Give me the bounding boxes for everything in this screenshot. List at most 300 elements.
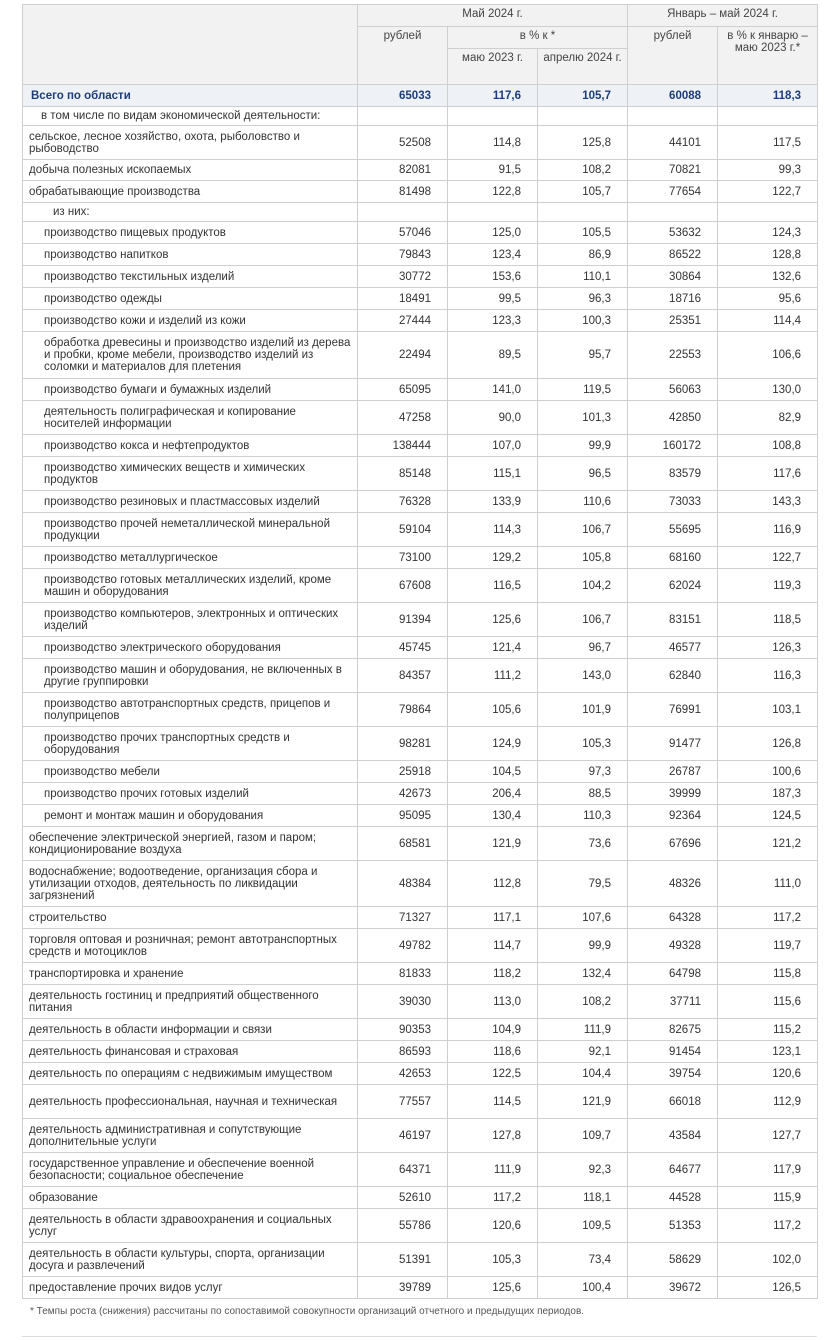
cell-v5: 108,8	[718, 435, 818, 457]
cell-v4: 64328	[628, 907, 718, 929]
row-label: транспортировка и хранение	[23, 963, 358, 985]
row-label: обрабатывающие производства	[23, 181, 358, 203]
cell-v5: 126,8	[718, 727, 818, 761]
row-label: строительство	[23, 907, 358, 929]
cell-v1: 81498	[358, 181, 448, 203]
row-label: государственное управление и обеспечение военной безопасности; социальное обеспечение	[23, 1153, 358, 1187]
cell-v5: 121,2	[718, 827, 818, 861]
cell-v1: 46197	[358, 1119, 448, 1153]
cell-v5: 115,2	[718, 1019, 818, 1041]
table-row	[23, 1243, 818, 1277]
row-label: сельское, лесное хозяйство, охота, рыболовство и рыбоводство	[23, 126, 358, 160]
header-apr-2024: апрелю 2024 г.	[538, 49, 628, 85]
cell-v4: 55695	[628, 513, 718, 547]
cell-v2: 117,2	[448, 1187, 538, 1209]
cell-v1: 52610	[358, 1187, 448, 1209]
cell-v3: 96,5	[538, 457, 628, 491]
cell-v1: 84357	[358, 659, 448, 693]
header-rubles: рублей	[358, 27, 448, 85]
cell-v1: 30772	[358, 266, 448, 288]
cell-v4: 49328	[628, 929, 718, 963]
table-row	[23, 1041, 818, 1063]
header-percent: в % к *	[448, 27, 628, 49]
table-row	[23, 332, 818, 379]
cell-v5: 117,2	[718, 1209, 818, 1243]
header-may-2023: маю 2023 г.	[448, 49, 538, 85]
cell-v2: 104,5	[448, 761, 538, 783]
cell-v2: 111,9	[448, 1153, 538, 1187]
cell-v2: 127,8	[448, 1119, 538, 1153]
cell-v4: 83151	[628, 603, 718, 637]
table-row	[23, 513, 818, 547]
cell-v1: 65095	[358, 379, 448, 401]
cell-v3: 105,7	[538, 85, 628, 107]
cell-v4: 66018	[628, 1085, 718, 1119]
cell-v2: 206,4	[448, 783, 538, 805]
cell-v3: 121,9	[538, 1085, 628, 1119]
cell-v1: 90353	[358, 1019, 448, 1041]
table-row	[23, 1277, 818, 1299]
row-label: деятельность по операциям с недвижимым имуществом	[23, 1063, 358, 1085]
cell-v4: 76991	[628, 693, 718, 727]
row-label: производство кокса и нефтепродуктов	[23, 435, 358, 457]
row-label: производство резиновых и пластмассовых изделий	[23, 491, 358, 513]
cell-v4: 64677	[628, 1153, 718, 1187]
cell-v1: 45745	[358, 637, 448, 659]
cell-v5	[718, 203, 818, 222]
cell-v5: 124,5	[718, 805, 818, 827]
cell-v4: 26787	[628, 761, 718, 783]
table-row	[23, 1209, 818, 1243]
table-row	[23, 491, 818, 513]
cell-v5: 118,3	[718, 85, 818, 107]
cell-v3: 73,4	[538, 1243, 628, 1277]
cell-v5: 143,3	[718, 491, 818, 513]
cell-v3: 108,2	[538, 160, 628, 181]
header-may-2024: Май 2024 г.	[358, 5, 628, 27]
cell-v5: 122,7	[718, 181, 818, 203]
cell-v3: 107,6	[538, 907, 628, 929]
cell-v3: 119,5	[538, 379, 628, 401]
cell-v4: 39754	[628, 1063, 718, 1085]
cell-v4: 48326	[628, 861, 718, 907]
cell-v3: 106,7	[538, 603, 628, 637]
row-label: производство машин и оборудования, не включенных в другие группировки	[23, 659, 358, 693]
table-row	[23, 547, 818, 569]
cell-v3: 100,3	[538, 310, 628, 332]
cell-v5: 123,1	[718, 1041, 818, 1063]
cell-v2: 130,4	[448, 805, 538, 827]
table-row	[23, 761, 818, 783]
cell-v4: 62840	[628, 659, 718, 693]
cell-v2: 123,3	[448, 310, 538, 332]
cell-v2: 120,6	[448, 1209, 538, 1243]
cell-v2: 121,9	[448, 827, 538, 861]
row-label: производство одежды	[23, 288, 358, 310]
header-jan-may-2024: Январь – май 2024 г.	[628, 5, 818, 27]
row-label: производство текстильных изделий	[23, 266, 358, 288]
wages-table-part2	[22, 636, 818, 1299]
cell-v1: 18491	[358, 288, 448, 310]
cell-v5: 100,6	[718, 761, 818, 783]
cell-v4: 62024	[628, 569, 718, 603]
header-corner	[23, 5, 358, 85]
row-label: обработка древесины и производство изделий из дерева и пробки, кроме мебели, производство изделий из соломки и материалов для плетения	[23, 332, 358, 379]
cell-v1: 65033	[358, 85, 448, 107]
row-label: производство электрического оборудования	[23, 637, 358, 659]
cell-v4: 82675	[628, 1019, 718, 1041]
cell-v3: 132,4	[538, 963, 628, 985]
table-row	[23, 907, 818, 929]
table-row	[23, 126, 818, 160]
cell-v5: 126,3	[718, 637, 818, 659]
cell-v5: 99,3	[718, 160, 818, 181]
row-label: деятельность полиграфическая и копирование носителей информации	[23, 401, 358, 435]
cell-v2: 133,9	[448, 491, 538, 513]
cell-v3: 125,8	[538, 126, 628, 160]
cell-v3: 92,1	[538, 1041, 628, 1063]
cell-v2	[448, 107, 538, 126]
cell-v2: 118,2	[448, 963, 538, 985]
cell-v2	[448, 203, 538, 222]
cell-v2: 129,2	[448, 547, 538, 569]
cell-v5: 130,0	[718, 379, 818, 401]
table-row	[23, 435, 818, 457]
cell-v2: 111,2	[448, 659, 538, 693]
cell-v1: 55786	[358, 1209, 448, 1243]
cell-v4: 56063	[628, 379, 718, 401]
row-label: деятельность гостиниц и предприятий общественного питания	[23, 985, 358, 1019]
table-row	[23, 1085, 818, 1119]
cell-v1: 51391	[358, 1243, 448, 1277]
cell-v3: 99,9	[538, 435, 628, 457]
row-label: ремонт и монтаж машин и оборудования	[23, 805, 358, 827]
cell-v3: 143,0	[538, 659, 628, 693]
row-label: деятельность административная и сопутствующие дополнительные услуги	[23, 1119, 358, 1153]
cell-v2: 107,0	[448, 435, 538, 457]
cell-v3	[538, 203, 628, 222]
row-label: производство металлургическое	[23, 547, 358, 569]
cell-v1: 81833	[358, 963, 448, 985]
cell-v2: 153,6	[448, 266, 538, 288]
wages-table-part1	[22, 4, 818, 637]
row-label: образование	[23, 1187, 358, 1209]
cell-v5: 102,0	[718, 1243, 818, 1277]
table-row	[23, 107, 818, 126]
cell-v4: 60088	[628, 85, 718, 107]
cell-v4: 30864	[628, 266, 718, 288]
table-row	[23, 1187, 818, 1209]
cell-v1: 77557	[358, 1085, 448, 1119]
cell-v5: 115,8	[718, 963, 818, 985]
cell-v4: 91454	[628, 1041, 718, 1063]
cell-v5: 119,7	[718, 929, 818, 963]
cell-v1: 39789	[358, 1277, 448, 1299]
cell-v3: 73,6	[538, 827, 628, 861]
cell-v1: 42673	[358, 783, 448, 805]
row-label: производство кожи и изделий из кожи	[23, 310, 358, 332]
table-row	[23, 827, 818, 861]
cell-v2: 90,0	[448, 401, 538, 435]
table-row	[23, 160, 818, 181]
table-body-part2	[23, 637, 818, 1299]
cell-v5: 116,9	[718, 513, 818, 547]
cell-v2: 91,5	[448, 160, 538, 181]
header-jan-may-2023: в % к январю – маю 2023 г.*	[718, 27, 818, 85]
cell-v5: 116,3	[718, 659, 818, 693]
cell-v2: 117,6	[448, 85, 538, 107]
row-label: предоставление прочих видов услуг	[23, 1277, 358, 1299]
table-row	[23, 603, 818, 637]
cell-v1: 86593	[358, 1041, 448, 1063]
cell-v3: 111,9	[538, 1019, 628, 1041]
cell-v2: 114,8	[448, 126, 538, 160]
cell-v1: 76328	[358, 491, 448, 513]
row-label: производство автотранспортных средств, прицепов и полуприцепов	[23, 693, 358, 727]
cell-v1: 73100	[358, 547, 448, 569]
cell-v4: 64798	[628, 963, 718, 985]
table-row	[23, 1019, 818, 1041]
row-label: добыча полезных ископаемых	[23, 160, 358, 181]
cell-v2: 114,7	[448, 929, 538, 963]
cell-v1: 64371	[358, 1153, 448, 1187]
cell-v5: 132,6	[718, 266, 818, 288]
cell-v2: 99,5	[448, 288, 538, 310]
cell-v1: 85148	[358, 457, 448, 491]
cell-v5: 118,5	[718, 603, 818, 637]
cell-v5: 127,7	[718, 1119, 818, 1153]
cell-v4: 86522	[628, 244, 718, 266]
cell-v4: 91477	[628, 727, 718, 761]
cell-v1: 48384	[358, 861, 448, 907]
cell-v2: 118,6	[448, 1041, 538, 1063]
table-body-part1	[23, 85, 818, 637]
cell-v2: 125,6	[448, 603, 538, 637]
table-row	[23, 929, 818, 963]
cell-v2: 124,9	[448, 727, 538, 761]
cell-v2: 115,1	[448, 457, 538, 491]
cell-v2: 122,8	[448, 181, 538, 203]
cell-v2: 114,5	[448, 1085, 538, 1119]
cell-v3: 110,1	[538, 266, 628, 288]
cell-v4: 73033	[628, 491, 718, 513]
cell-v3: 106,7	[538, 513, 628, 547]
cell-v2: 122,5	[448, 1063, 538, 1085]
footnote: * Темпы роста (снижения) рассчитаны по сопоставимой совокупности организаций отчетного и предыдущих периодов.	[30, 1306, 585, 1317]
cell-v5: 103,1	[718, 693, 818, 727]
row-label: производство готовых металлических изделий, кроме машин и оборудования	[23, 569, 358, 603]
row-label: в том числе по видам экономической деятельности:	[23, 107, 358, 126]
cell-v4: 53632	[628, 222, 718, 244]
cell-v3: 105,3	[538, 727, 628, 761]
cell-v5: 111,0	[718, 861, 818, 907]
cell-v3	[538, 107, 628, 126]
cell-v1: 91394	[358, 603, 448, 637]
table-row	[23, 727, 818, 761]
cell-v2: 104,9	[448, 1019, 538, 1041]
cell-v5: 117,5	[718, 126, 818, 160]
cell-v1: 47258	[358, 401, 448, 435]
cell-v4: 92364	[628, 805, 718, 827]
cell-v1	[358, 203, 448, 222]
cell-v1: 71327	[358, 907, 448, 929]
cell-v3: 100,4	[538, 1277, 628, 1299]
cell-v4: 77654	[628, 181, 718, 203]
cell-v4: 22553	[628, 332, 718, 379]
cell-v4: 25351	[628, 310, 718, 332]
cell-v4: 44528	[628, 1187, 718, 1209]
cell-v2: 105,3	[448, 1243, 538, 1277]
cell-v1: 52508	[358, 126, 448, 160]
row-label: производство напитков	[23, 244, 358, 266]
cell-v3: 95,7	[538, 332, 628, 379]
row-label: деятельность в области культуры, спорта, организации досуга и развлечений	[23, 1243, 358, 1277]
cell-v1: 27444	[358, 310, 448, 332]
table-row	[23, 203, 818, 222]
cell-v2: 125,6	[448, 1277, 538, 1299]
row-label: деятельность профессиональная, научная и техническая	[23, 1085, 358, 1119]
cell-v4: 83579	[628, 457, 718, 491]
cell-v5: 95,6	[718, 288, 818, 310]
row-label: торговля оптовая и розничная; ремонт автотранспортных средств и мотоциклов	[23, 929, 358, 963]
cell-v2: 123,4	[448, 244, 538, 266]
cell-v2: 89,5	[448, 332, 538, 379]
cell-v3: 105,8	[538, 547, 628, 569]
table-row	[23, 1063, 818, 1085]
cell-v4: 160172	[628, 435, 718, 457]
cell-v1: 25918	[358, 761, 448, 783]
row-label: водоснабжение; водоотведение, организация сбора и утилизации отходов, деятельность по ликвидации загрязнений	[23, 861, 358, 907]
table-row	[23, 85, 818, 107]
cell-v4	[628, 203, 718, 222]
cell-v4: 37711	[628, 985, 718, 1019]
row-label: деятельность финансовая и страховая	[23, 1041, 358, 1063]
cell-v5: 117,2	[718, 907, 818, 929]
cell-v1: 68581	[358, 827, 448, 861]
row-label: производство прочей неметаллической минеральной продукции	[23, 513, 358, 547]
cell-v2: 117,1	[448, 907, 538, 929]
table-row	[23, 569, 818, 603]
cell-v4: 39999	[628, 783, 718, 805]
cell-v4: 42850	[628, 401, 718, 435]
cell-v3: 92,3	[538, 1153, 628, 1187]
table-row	[23, 861, 818, 907]
cell-v4: 46577	[628, 637, 718, 659]
cell-v1: 79843	[358, 244, 448, 266]
cell-v1: 59104	[358, 513, 448, 547]
cell-v5: 115,6	[718, 985, 818, 1019]
cell-v1: 57046	[358, 222, 448, 244]
cell-v3: 105,7	[538, 181, 628, 203]
cell-v2: 141,0	[448, 379, 538, 401]
cell-v3: 105,5	[538, 222, 628, 244]
cell-v3: 109,7	[538, 1119, 628, 1153]
cell-v3: 79,5	[538, 861, 628, 907]
table-row	[23, 379, 818, 401]
cell-v4: 67696	[628, 827, 718, 861]
row-label: производство пищевых продуктов	[23, 222, 358, 244]
row-label: производство мебели	[23, 761, 358, 783]
cell-v3: 97,3	[538, 761, 628, 783]
cell-v3: 101,3	[538, 401, 628, 435]
cell-v5: 106,6	[718, 332, 818, 379]
cell-v3: 96,3	[538, 288, 628, 310]
table-row	[23, 222, 818, 244]
cell-v3: 99,9	[538, 929, 628, 963]
cell-v3: 110,3	[538, 805, 628, 827]
table-row	[23, 783, 818, 805]
cell-v5: 117,9	[718, 1153, 818, 1187]
row-label: Всего по области	[23, 85, 358, 107]
cell-v5: 82,9	[718, 401, 818, 435]
cell-v3: 96,7	[538, 637, 628, 659]
table-row	[23, 288, 818, 310]
cell-v2: 125,0	[448, 222, 538, 244]
cell-v1: 39030	[358, 985, 448, 1019]
cell-v4: 18716	[628, 288, 718, 310]
cell-v3: 109,5	[538, 1209, 628, 1243]
header-rubles-2: рублей	[628, 27, 718, 85]
cell-v5	[718, 107, 818, 126]
cell-v2: 121,4	[448, 637, 538, 659]
cell-v1: 79864	[358, 693, 448, 727]
cell-v4: 58629	[628, 1243, 718, 1277]
cell-v3: 104,4	[538, 1063, 628, 1085]
cell-v3: 88,5	[538, 783, 628, 805]
cell-v1: 98281	[358, 727, 448, 761]
cell-v5: 112,9	[718, 1085, 818, 1119]
cell-v3: 104,2	[538, 569, 628, 603]
table-row	[23, 805, 818, 827]
cell-v5: 117,6	[718, 457, 818, 491]
cell-v5: 126,5	[718, 1277, 818, 1299]
cell-v1	[358, 107, 448, 126]
cell-v1: 22494	[358, 332, 448, 379]
cell-v5: 115,9	[718, 1187, 818, 1209]
cell-v2: 112,8	[448, 861, 538, 907]
divider	[22, 1336, 817, 1337]
cell-v2: 105,6	[448, 693, 538, 727]
table-row	[23, 266, 818, 288]
cell-v4: 43584	[628, 1119, 718, 1153]
cell-v1: 138444	[358, 435, 448, 457]
cell-v4: 51353	[628, 1209, 718, 1243]
row-label: производство химических веществ и химических продуктов	[23, 457, 358, 491]
cell-v5: 122,7	[718, 547, 818, 569]
cell-v3: 101,9	[538, 693, 628, 727]
row-label: производство компьютеров, электронных и оптических изделий	[23, 603, 358, 637]
table-row	[23, 401, 818, 435]
cell-v1: 82081	[358, 160, 448, 181]
table-row	[23, 693, 818, 727]
cell-v1: 67608	[358, 569, 448, 603]
cell-v4	[628, 107, 718, 126]
cell-v4: 39672	[628, 1277, 718, 1299]
cell-v5: 119,3	[718, 569, 818, 603]
cell-v5: 114,4	[718, 310, 818, 332]
table-row	[23, 659, 818, 693]
cell-v5: 128,8	[718, 244, 818, 266]
cell-v3: 108,2	[538, 985, 628, 1019]
cell-v2: 116,5	[448, 569, 538, 603]
cell-v1: 95095	[358, 805, 448, 827]
cell-v4: 68160	[628, 547, 718, 569]
row-label: деятельность в области здравоохранения и социальных услуг	[23, 1209, 358, 1243]
cell-v4: 70821	[628, 160, 718, 181]
cell-v3: 118,1	[538, 1187, 628, 1209]
table-row	[23, 457, 818, 491]
table-row	[23, 244, 818, 266]
